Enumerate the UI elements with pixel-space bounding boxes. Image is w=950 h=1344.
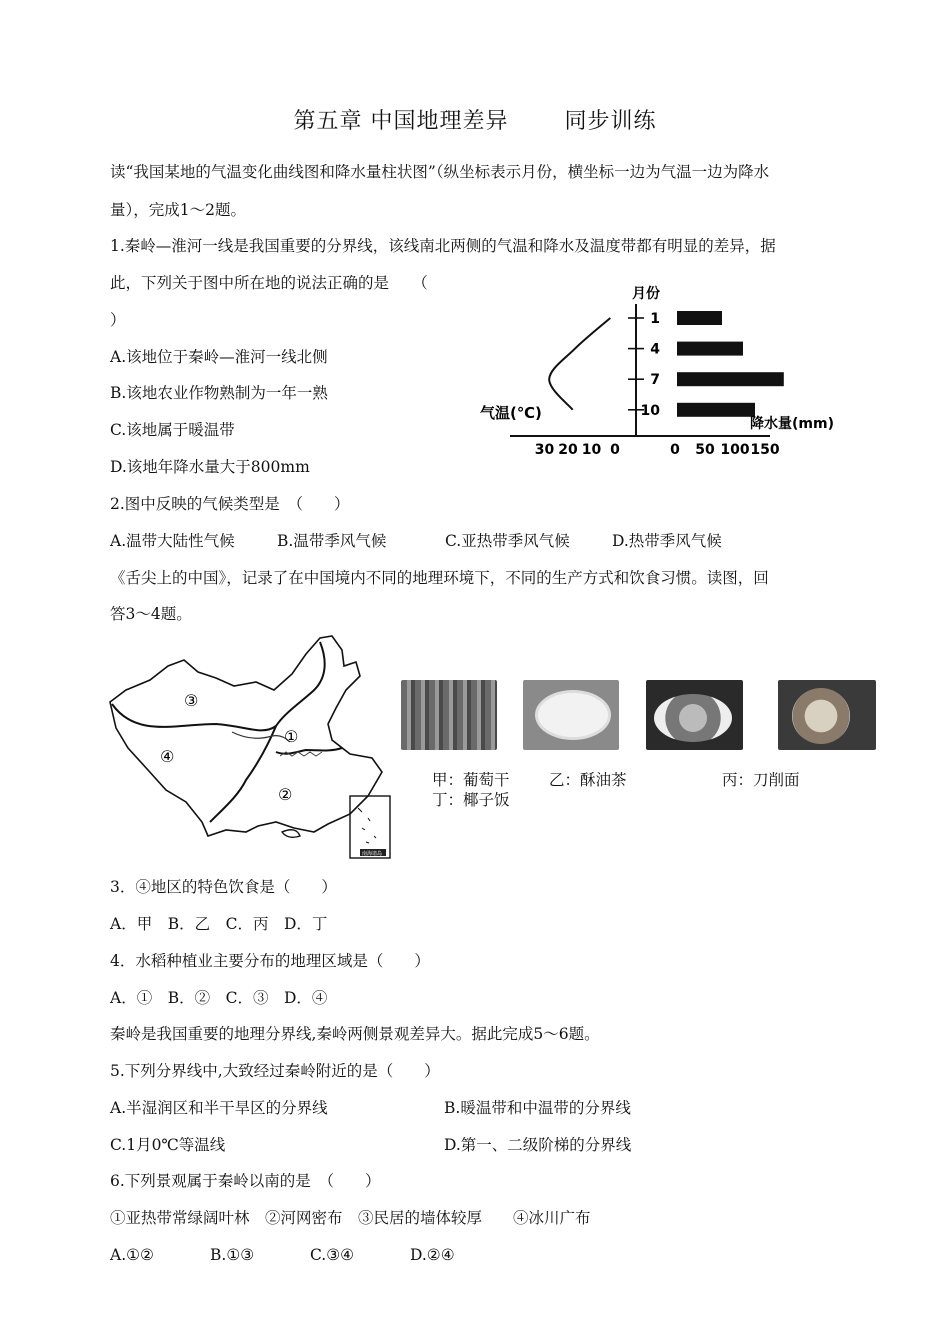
precip-tick-150: 150 — [750, 442, 780, 458]
caption-yi: 乙：酥油茶 — [549, 771, 627, 789]
climate-chart — [470, 278, 850, 464]
region-2-label: ② — [278, 785, 293, 804]
q5-option-a: A.半湿润区和半干旱区的分界线 — [110, 1099, 328, 1117]
y-axis-label: 月份 — [632, 286, 660, 302]
q5-stem: 5.下列分界线中,大致经过秦岭附近的是（ ） — [110, 1062, 440, 1080]
china-map — [106, 632, 396, 862]
q1-stem-line1: 1.秦岭—淮河一线是我国重要的分界线，该线南北两侧的气温和降水及温度带都有明显的差异，据 — [110, 237, 776, 255]
q1-option-c: C.该地属于暖温带 — [110, 421, 235, 439]
caption-jia: 甲：葡萄干 — [432, 771, 510, 789]
temp-tick-0: 0 — [610, 442, 620, 458]
q6-option-d: D.②④ — [410, 1246, 455, 1264]
month-label-4: 4 — [650, 341, 660, 358]
precip-bar-month-7 — [677, 372, 784, 386]
precip-tick-100: 100 — [720, 442, 750, 458]
south-china-sea-inset — [350, 796, 390, 858]
q1-option-a: A.该地位于秦岭—淮河一线北侧 — [110, 348, 328, 366]
title-sub: 同步训练 — [564, 109, 657, 134]
temp-tick-30: 30 — [534, 442, 555, 458]
yellow-river — [232, 732, 290, 742]
month-label-10: 10 — [640, 402, 660, 419]
precip-bar-month-1 — [677, 311, 722, 325]
intro1-line1: 读“我国某地的气温变化曲线图和降水量柱状图”（纵坐标表示月份，横坐标一边为气温一边为降水 — [110, 163, 770, 181]
q2-stem: 2.图中反映的气候类型是 （ ） — [110, 495, 350, 513]
q2-option-b: B.温带季风气候 — [277, 532, 387, 550]
q6-option-c: C.③④ — [310, 1246, 355, 1264]
region-4-label: ④ — [160, 747, 175, 766]
caption-ding: 丁：椰子饭 — [432, 791, 510, 809]
precipitation-label: 降水量(mm) — [750, 416, 834, 432]
boundary-northwest — [112, 642, 325, 730]
intro1-line2: 量），完成1～2题。 — [110, 201, 246, 219]
precip-bar-month-4 — [677, 342, 743, 356]
precip-tick-50: 50 — [695, 442, 715, 458]
hainan-island — [282, 830, 300, 838]
precip-bar-month-10 — [677, 403, 755, 417]
page-title — [0, 104, 950, 135]
month-ticks — [628, 311, 660, 419]
x-tick-labels — [535, 442, 780, 458]
photo-coconut-rice — [778, 680, 876, 750]
q5-option-b: B.暖温带和中温带的分界线 — [444, 1099, 631, 1117]
inset-islands — [358, 808, 376, 843]
q6-option-a: A.①② — [110, 1246, 154, 1264]
photo-butter-tea — [523, 680, 619, 750]
coconut-shape — [792, 688, 850, 744]
q3-options: A．甲 B．乙 C．丙 D．丁 — [110, 915, 328, 933]
photo-raisins — [401, 680, 497, 750]
region-3-label: ③ — [184, 691, 199, 710]
q6-items: ①亚热带常绿阔叶林 ②河网密布 ③民居的墙体较厚 ④冰川广布 — [110, 1209, 591, 1227]
precipitation-bars — [677, 311, 784, 417]
tea-bowl-shape — [535, 690, 611, 740]
temp-tick-10: 10 — [581, 442, 602, 458]
q5-option-c: C.1月0℃等温线 — [110, 1136, 226, 1154]
caption-bing: 丙：刀削面 — [722, 771, 800, 789]
q1-stem-line3: ） — [110, 311, 126, 329]
precip-tick-0: 0 — [670, 442, 680, 458]
q3-stem: 3．④地区的特色饮食是（ ） — [110, 878, 337, 896]
q6-option-b: B.①③ — [210, 1246, 255, 1264]
q2-option-d: D.热带季风气候 — [612, 532, 722, 550]
temperature-curve — [549, 318, 610, 410]
month-label-7: 7 — [650, 372, 660, 389]
photo-knife-noodles — [646, 680, 743, 750]
q1-stem-line2: 此，下列关于图中所在地的说法正确的是 （ — [110, 274, 428, 292]
temperature-label: 气温(℃) — [480, 404, 542, 422]
region-1-label: ① — [284, 727, 299, 746]
intro3: 秦岭是我国重要的地理分界线,秦岭两侧景观差异大。据此完成5～6题。 — [110, 1025, 600, 1043]
noodle-bowl-shape — [654, 694, 732, 742]
q4-stem: 4．水稻种植业主要分布的地理区域是（ ） — [110, 952, 430, 970]
q6-stem: 6.下列景观属于秦岭以南的是 （ ） — [110, 1172, 381, 1190]
intro2-line1: 《舌尖上的中国》，记录了在中国境内不同的地理环境下，不同的生产方式和饮食习惯。读图，回 — [110, 569, 769, 587]
q2-option-a: A.温带大陆性气候 — [110, 532, 235, 550]
temp-tick-20: 20 — [558, 442, 578, 458]
q2-option-c: C.亚热带季风气候 — [445, 532, 570, 550]
q1-option-b: B.该地农业作物熟制为一年一熟 — [110, 384, 328, 402]
boundary-qinghai-tibet — [210, 726, 276, 822]
title-main: 第五章 中国地理差异 — [293, 109, 509, 134]
q1-option-d: D.该地年降水量大于800mm — [110, 458, 310, 476]
intro2-line2: 答3～4题。 — [110, 605, 192, 623]
month-label-1: 1 — [650, 311, 660, 327]
q5-option-d: D.第一、二级阶梯的分界线 — [444, 1136, 632, 1154]
q4-options: A．① B．② C．③ D．④ — [110, 989, 328, 1007]
inset-label: 南海诸岛 — [362, 851, 383, 857]
country-outline — [110, 636, 382, 836]
